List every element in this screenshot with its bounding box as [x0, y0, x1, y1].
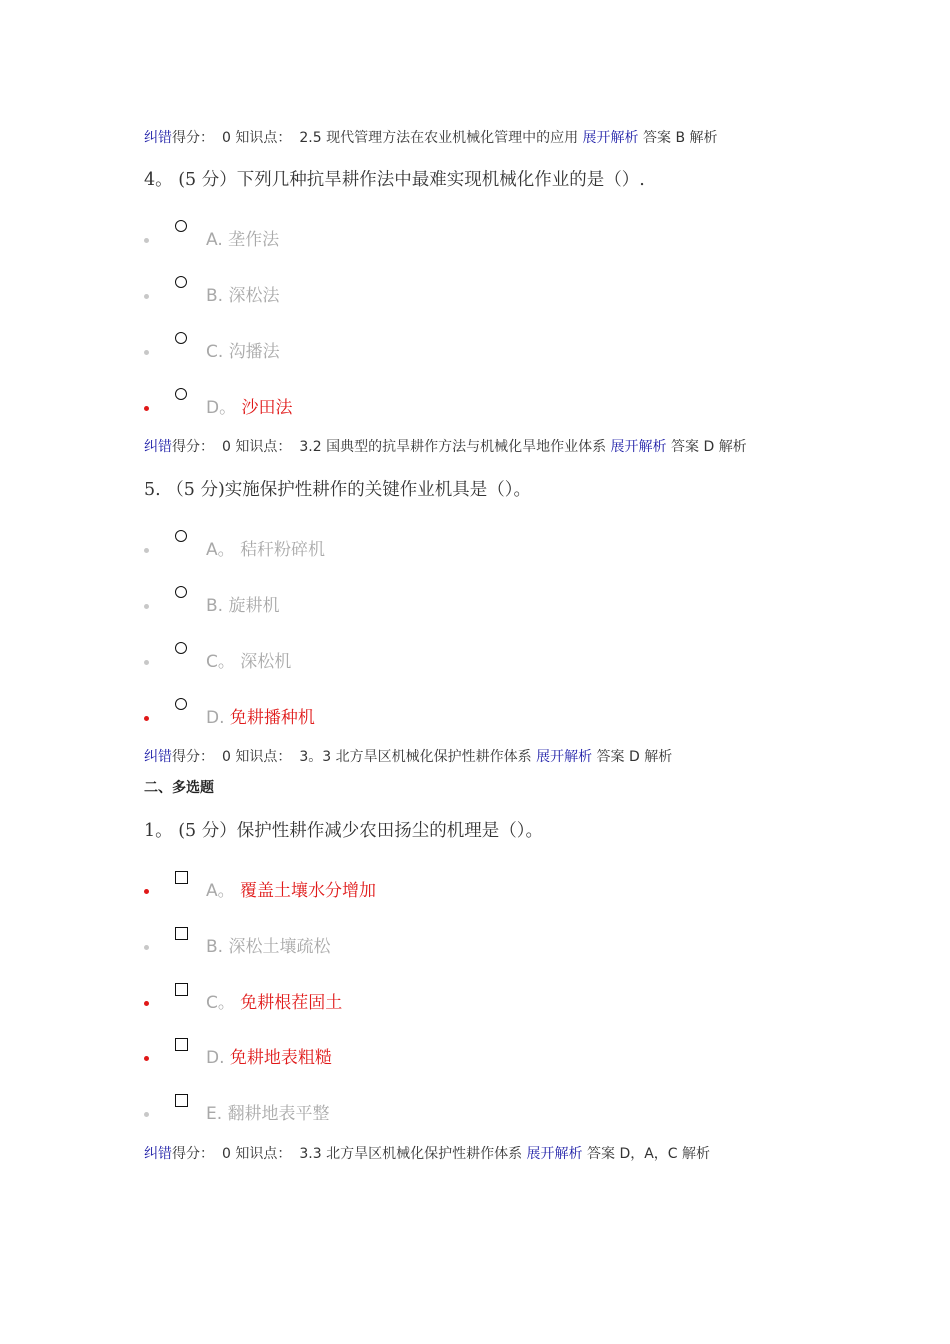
knowledge-point: 2.5 现代管理方法在农业机械化管理中的应用	[299, 130, 579, 146]
radio-button[interactable]	[175, 276, 187, 288]
checkbox[interactable]	[175, 1038, 188, 1051]
option-letter: A。	[206, 540, 241, 560]
option-item-correct[interactable]	[144, 991, 744, 1019]
question-meta-row	[144, 747, 672, 767]
answer-text: 答案 D	[671, 439, 715, 455]
question-title: 4。 (5 分）下列几种抗旱耕作法中最难实现机械化作业的是（）.	[144, 170, 645, 190]
score-value: 0	[222, 1146, 231, 1162]
option-item-correct[interactable]	[144, 706, 744, 734]
knowledge-point-label: 知识点：	[235, 439, 292, 455]
option-item-correct[interactable]	[144, 879, 744, 907]
option-item[interactable]	[144, 538, 744, 566]
score-value: 0	[222, 749, 231, 765]
option-letter: B.	[206, 937, 229, 957]
bullet-icon	[144, 238, 149, 243]
option-letter: D.	[206, 1048, 230, 1068]
option-letter: C。	[206, 652, 241, 672]
radio-button[interactable]	[175, 698, 187, 710]
option-text: 免耕播种机	[229, 708, 315, 728]
option-item[interactable]	[144, 1102, 744, 1130]
option-text: 深松法	[228, 286, 280, 306]
option-text: 沟播法	[228, 342, 280, 362]
question-title: 1。 (5 分）保护性耕作减少农田扬尘的机理是（）。	[144, 821, 543, 841]
option-letter: C。	[206, 993, 241, 1013]
option-letter: B.	[206, 596, 229, 616]
bullet-icon	[144, 945, 149, 950]
report-error-link[interactable]: 纠错	[144, 130, 172, 146]
option-text: 免耕地表粗糙	[229, 1048, 332, 1068]
checkbox[interactable]	[175, 983, 188, 996]
option-item-correct[interactable]	[144, 1046, 744, 1074]
answer-text: 答案 D	[596, 749, 640, 765]
option-item[interactable]	[144, 650, 744, 678]
option-item-correct[interactable]	[144, 396, 744, 424]
radio-button[interactable]	[175, 332, 187, 344]
option-text: 深松土壤疏松	[228, 937, 331, 957]
score-label: 得分：	[172, 439, 214, 455]
section-heading: 二、多选题	[144, 780, 214, 796]
option-item[interactable]	[144, 284, 744, 312]
expand-analysis-link[interactable]: 展开解析	[526, 1146, 583, 1162]
option-text: 秸秆粉碎机	[240, 540, 326, 560]
answer-text: 答案 B	[643, 130, 686, 146]
bullet-icon	[144, 1056, 149, 1061]
option-letter: D。	[206, 398, 242, 418]
option-letter: A.	[206, 230, 229, 250]
knowledge-point: 3.2 国典型的抗旱耕作方法与机械化旱地作业体系	[299, 439, 607, 455]
expand-analysis-link[interactable]: 展开解析	[610, 439, 667, 455]
bullet-icon	[144, 406, 149, 411]
expand-analysis-link[interactable]: 展开解析	[582, 130, 639, 146]
question-meta-row	[144, 437, 747, 457]
option-letter: E.	[206, 1104, 228, 1124]
radio-button[interactable]	[175, 530, 187, 542]
expand-analysis-link[interactable]: 展开解析	[536, 749, 593, 765]
question-title: 5. （5 分)实施保护性耕作的关键作业机具是（）。	[144, 480, 532, 500]
score-value: 0	[222, 130, 231, 146]
question-meta-row	[144, 128, 718, 148]
option-item[interactable]	[144, 594, 744, 622]
option-item[interactable]	[144, 935, 744, 963]
radio-button[interactable]	[175, 642, 187, 654]
analysis-label: 解析	[689, 130, 718, 146]
analysis-label: 解析	[682, 1146, 711, 1162]
bullet-icon	[144, 889, 149, 894]
analysis-label: 解析	[718, 439, 747, 455]
option-text: 覆盖土壤水分增加	[240, 881, 377, 901]
report-error-link[interactable]: 纠错	[144, 1146, 172, 1162]
bullet-icon	[144, 548, 149, 553]
knowledge-point-label: 知识点：	[235, 1146, 292, 1162]
option-item[interactable]	[144, 340, 744, 368]
option-item[interactable]	[144, 228, 744, 256]
radio-button[interactable]	[175, 586, 187, 598]
checkbox[interactable]	[175, 927, 188, 940]
bullet-icon	[144, 716, 149, 721]
bullet-icon	[144, 1112, 149, 1117]
bullet-icon	[144, 660, 149, 665]
option-text: 深松机	[240, 652, 292, 672]
knowledge-point: 3。3 北方旱区机械化保护性耕作体系	[299, 749, 532, 765]
report-error-link[interactable]: 纠错	[144, 749, 172, 765]
checkbox[interactable]	[175, 1094, 188, 1107]
analysis-label: 解析	[644, 749, 673, 765]
option-text: 垄作法	[228, 230, 280, 250]
radio-button[interactable]	[175, 388, 187, 400]
option-text: 旋耕机	[228, 596, 280, 616]
option-letter: A。	[206, 881, 241, 901]
knowledge-point-label: 知识点：	[235, 749, 292, 765]
option-text: 免耕根茬固土	[240, 993, 343, 1013]
report-error-link[interactable]: 纠错	[144, 439, 172, 455]
option-text: 翻耕地表平整	[227, 1104, 330, 1124]
answer-text: 答案 D，A，C	[587, 1146, 678, 1162]
option-letter: C.	[206, 342, 229, 362]
score-label: 得分：	[172, 130, 214, 146]
bullet-icon	[144, 294, 149, 299]
bullet-icon	[144, 604, 149, 609]
radio-button[interactable]	[175, 220, 187, 232]
score-label: 得分：	[172, 1146, 214, 1162]
option-text: 沙田法	[241, 398, 293, 418]
score-label: 得分：	[172, 749, 214, 765]
option-letter: B.	[206, 286, 229, 306]
bullet-icon	[144, 1001, 149, 1006]
score-value: 0	[222, 439, 231, 455]
option-letter: D.	[206, 708, 230, 728]
question-meta-row	[144, 1144, 710, 1164]
knowledge-point: 3.3 北方旱区机械化保护性耕作体系	[299, 1146, 523, 1162]
checkbox[interactable]	[175, 871, 188, 884]
knowledge-point-label: 知识点：	[235, 130, 292, 146]
bullet-icon	[144, 350, 149, 355]
